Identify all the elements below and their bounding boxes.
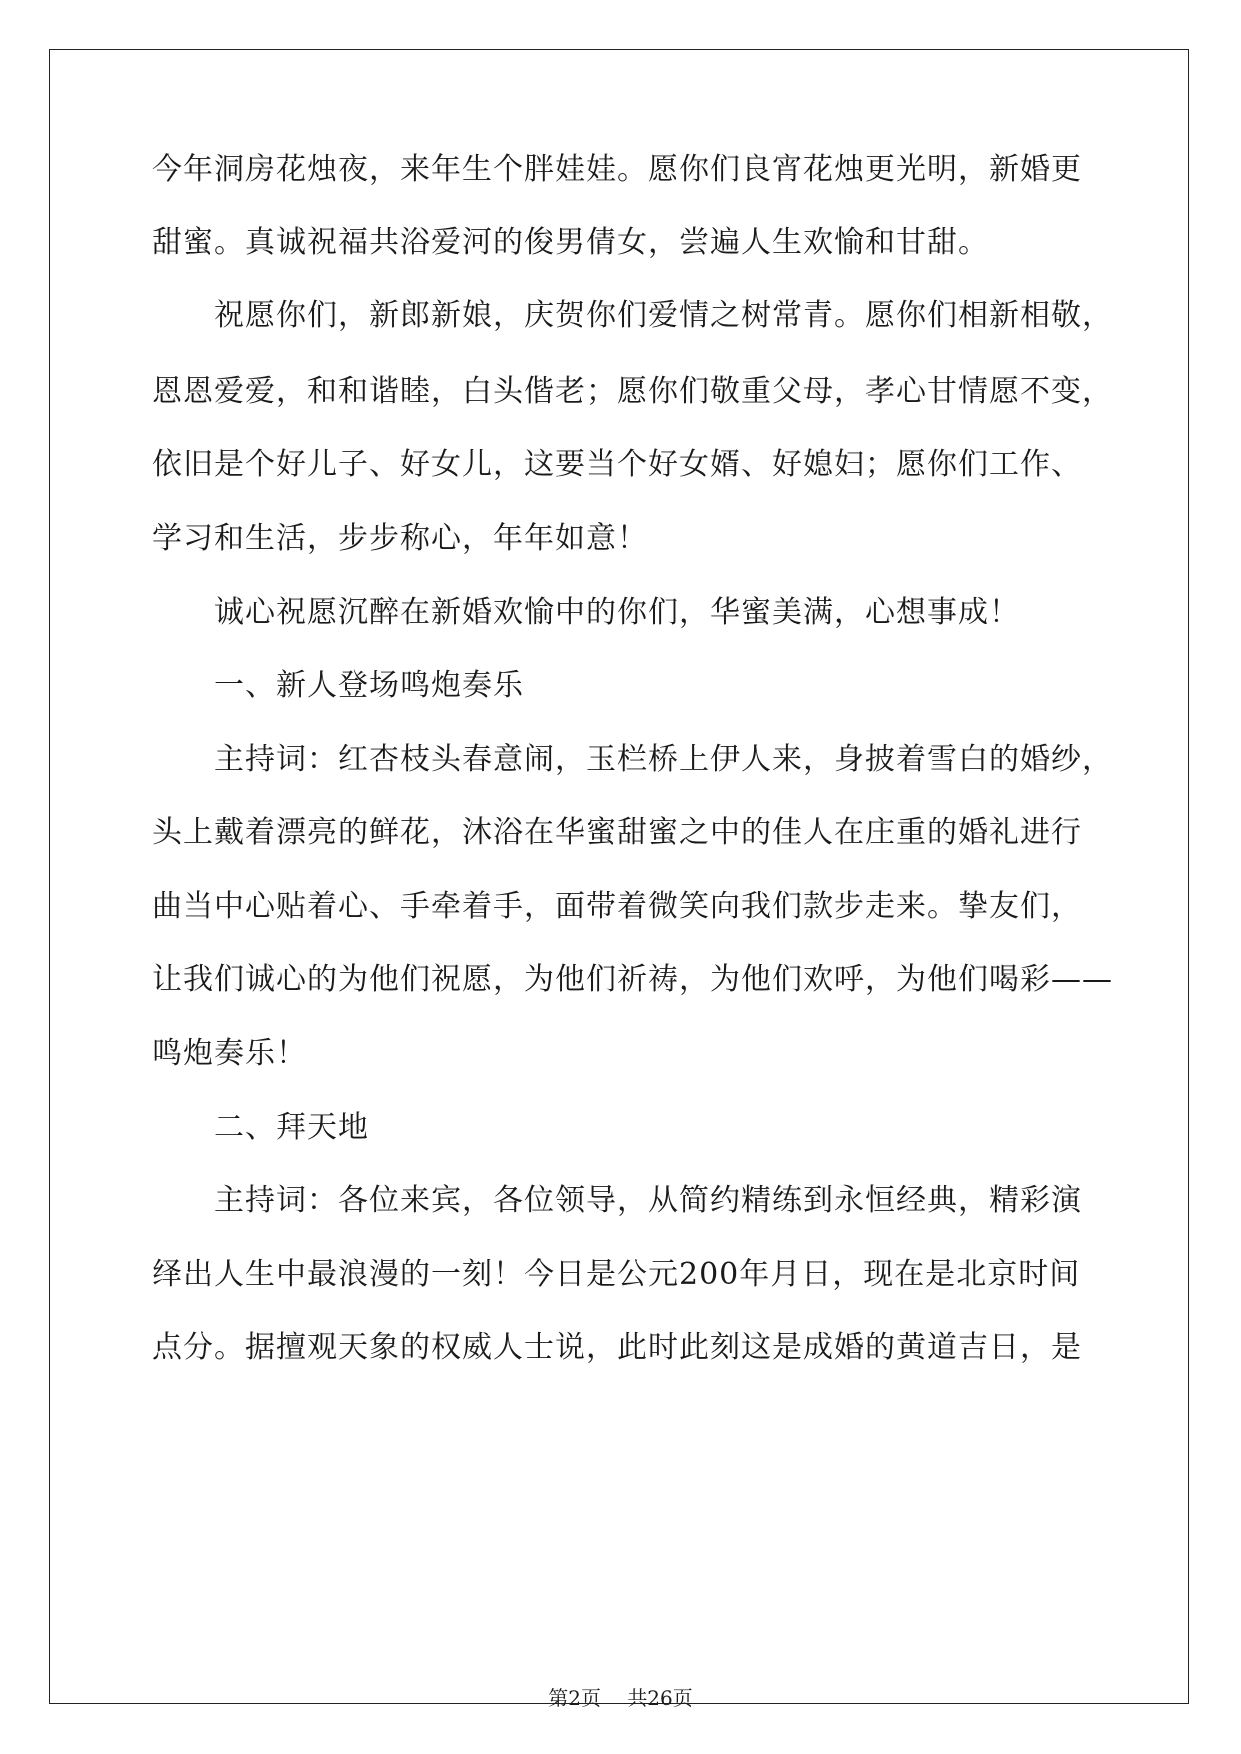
text-line: 今年洞房花烛夜，来年生个胖娃娃。愿你们良宵花烛更光明，新婚更 xyxy=(152,152,1082,187)
text-line: 恩恩爱爱，和和谐睦，白头偕老；愿你们敬重父母，孝心甘情愿不变， xyxy=(152,374,1113,409)
text-line: 点分。据擅观天象的权威人士说，此时此刻这是成婚的黄道吉日，是 xyxy=(152,1330,1082,1365)
text-line: 头上戴着漂亮的鲜花，沐浴在华蜜甜蜜之中的佳人在庄重的婚礼进行 xyxy=(152,815,1082,850)
section-heading: 一、新人登场鸣炮奏乐 xyxy=(214,668,524,703)
text-line: 让我们诚心的为他们祝愿，为他们祈祷，为他们欢呼，为他们喝彩—— xyxy=(152,962,1113,997)
text-line: 鸣炮奏乐！ xyxy=(152,1036,307,1071)
text-line: 依旧是个好儿子、好女儿，这要当个好女婿、好媳妇；愿你们工作、 xyxy=(152,447,1082,482)
page-total: 共26页 xyxy=(627,1686,693,1710)
paragraph-start: 主持词：红杏枝头春意闹，玉栏桥上伊人来，身披着雪白的婚纱， xyxy=(214,742,1113,777)
paragraph-start: 诚心祝愿沉醉在新婚欢愉中的你们，华蜜美满，心想事成！ xyxy=(214,595,1020,630)
page-number: 第2页 xyxy=(548,1686,601,1710)
paragraph-start: 主持词：各位来宾，各位领导，从简约精练到永恒经典，精彩演 xyxy=(214,1183,1082,1218)
text-line: 绎出人生中最浪漫的一刻！今日是公元200年月日，现在是北京时间 xyxy=(152,1257,1081,1292)
page-footer xyxy=(0,1685,1241,1711)
paragraph-start: 祝愿你们，新郎新娘，庆贺你们爱情之树常青。愿你们相新相敬， xyxy=(214,298,1113,333)
section-heading: 二、拜天地 xyxy=(214,1110,369,1145)
text-line: 曲当中心贴着心、手牵着手，面带着微笑向我们款步走来。挚友们， xyxy=(152,889,1082,924)
text-line: 学习和生活，步步称心，年年如意！ xyxy=(152,521,648,556)
text-line: 甜蜜。真诚祝福共浴爱河的俊男倩女，尝遍人生欢愉和甘甜。 xyxy=(152,225,989,260)
